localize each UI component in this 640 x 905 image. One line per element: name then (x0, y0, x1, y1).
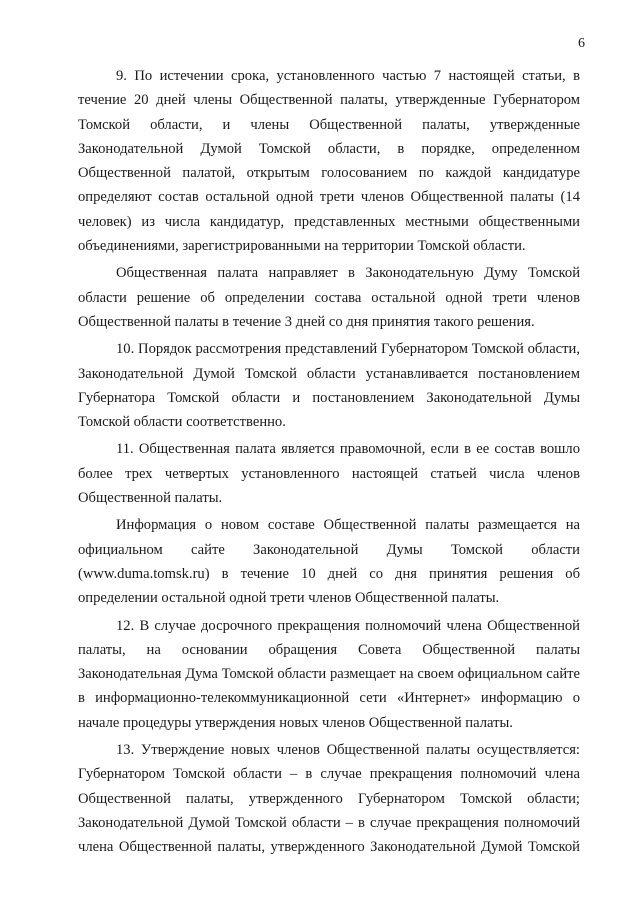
paragraph-9: 9. По истечении срока, установленного частью 7 настоящей статьи, в течение 20 дней члены Общественной палаты, утвержденные Губернатором Томской области, и члены Общественной палаты, утвержденные Законодательной Думой Томской области, в порядке, определенном Общественной палатой, открытым голосованием по каждой кандидатуре определяют состав остальной одной трети членов Общественной палаты (14 человек) из числа кандидатур, представленных местными общественными объединениями, зарегистрированными на территории Томской области. (78, 68, 580, 255)
paragraph-11: 11. Общественная палата является правомочной, если в ее состав вошло более трех четвертых установленного настоящей статьей числа членов Общественной палаты. (78, 441, 580, 507)
paragraph-13: 13. Утверждение новых членов Общественной палаты осуществляется: Губернатором Томской области – в случае прекращения полномочий члена Общественной палаты, утвержденного Губернатором Томской области; Законодательной Думой Томской области – в случае прекращения полномочий члена Общественной палаты, утвержденного Законодательной Думой Томской (78, 742, 580, 856)
paragraph-12: 12. В случае досрочного прекращения полномочий члена Общественной палаты, на основании обращения Совета Общественной палаты Законодательная Дума Томской области размещает на своем официальном сайте в информационно-телекоммуникационной сети «Интернет» информацию о начале процедуры утверждения новых членов Общественной палаты. (78, 617, 580, 731)
paragraph-10: 10. Порядок рассмотрения представлений Губернатором Томской области, Законодательной Думой Томской области устанавливается постановлением Губернатора Томской области и постановлением Законодательной Думы Томской области соответственно. (78, 341, 580, 431)
page-number: 6 (578, 36, 585, 51)
paragraph-information: Информация о новом составе Общественной палаты размещается на официальном сайте Законодательной Думы Томской области (www.duma.tomsk.ru) в течение 10 дней со дня принятия решения об определении остальной одной трети членов Общественной палаты. (78, 517, 580, 607)
document-body (78, 64, 580, 860)
paragraph-palata-decision: Общественная палата направляет в Законодательную Думу Томской области решение об определении состава остальной одной трети членов Общественной палаты в течение 3 дней со дня принятия такого решения. (78, 265, 580, 330)
